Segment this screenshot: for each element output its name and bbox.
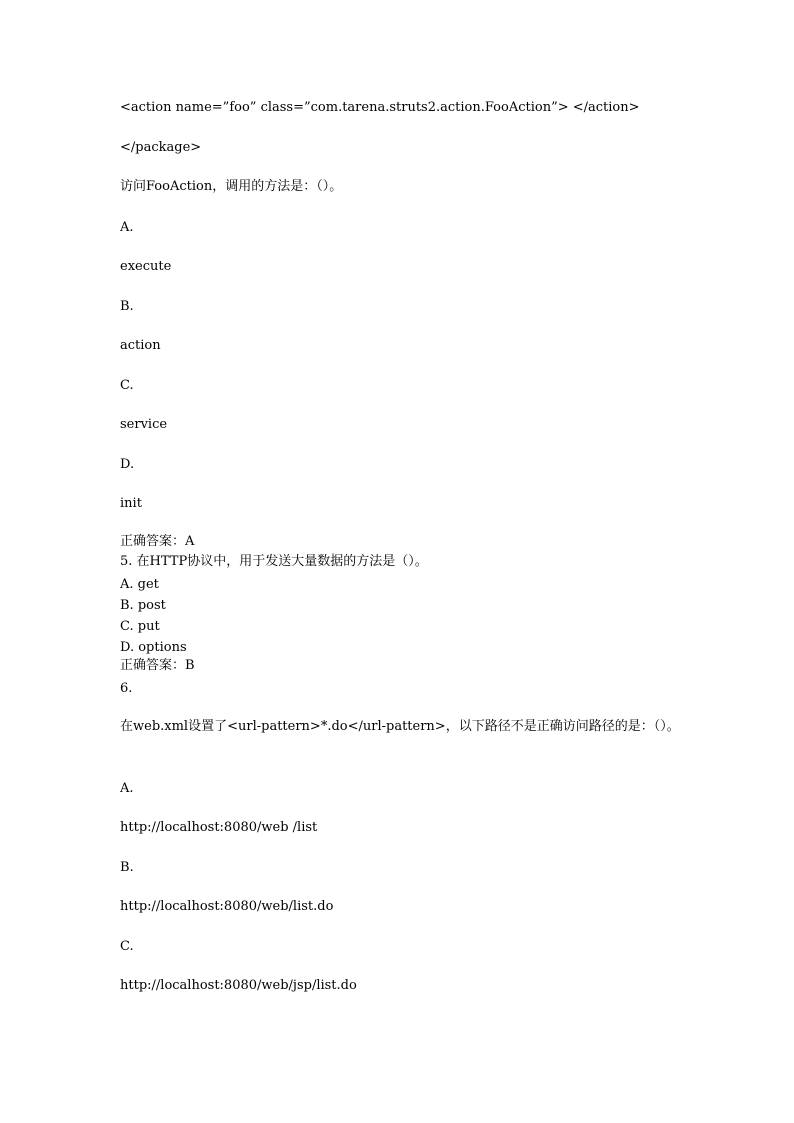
q6-option-b-letter: B. [120, 860, 134, 875]
q6-option-c-text: http://localhost:8080/web/jsp/list.do [120, 978, 357, 993]
q4-option-c-letter: C. [120, 378, 134, 393]
code-package-close-line: </package> [120, 140, 202, 155]
q6-option-b-text: http://localhost:8080/web/list.do [120, 899, 334, 914]
question-4-text: 访问FooAction，调用的方法是：（）。 [120, 179, 343, 194]
q6-option-a-letter: A. [120, 781, 134, 796]
q5-option-a: A. get [120, 577, 159, 592]
q6-option-a-text: http://localhost:8080/web /list [120, 820, 318, 835]
q4-option-c-text: service [120, 417, 168, 432]
q4-option-a-text: execute [120, 259, 172, 274]
code-action-line: <action name=”foo” class=”com.tarena.struts2.action.FooAction”> </action> [120, 100, 640, 115]
q4-option-d-letter: D. [120, 457, 135, 472]
q6-option-c-letter: C. [120, 939, 134, 954]
q4-answer: 正确答案：A [120, 534, 195, 549]
question-5-text: 5. 在HTTP协议中，用于发送大量数据的方法是（）。 [120, 554, 428, 569]
q5-option-c: C. put [120, 619, 160, 634]
q5-option-b: B. post [120, 598, 166, 613]
question-6-number: 6. [120, 681, 133, 696]
q4-option-b-letter: B. [120, 299, 134, 314]
q5-answer: 正确答案：B [120, 658, 195, 673]
q5-option-d: D. options [120, 640, 187, 655]
q4-option-b-text: action [120, 338, 161, 353]
question-6-text: 在web.xml设置了<url-pattern>*.do</url-pattern>，以下路径不是正确访问路径的是：（）。 [120, 719, 680, 734]
q4-option-d-text: init [120, 496, 142, 511]
q4-option-a-letter: A. [120, 220, 134, 235]
